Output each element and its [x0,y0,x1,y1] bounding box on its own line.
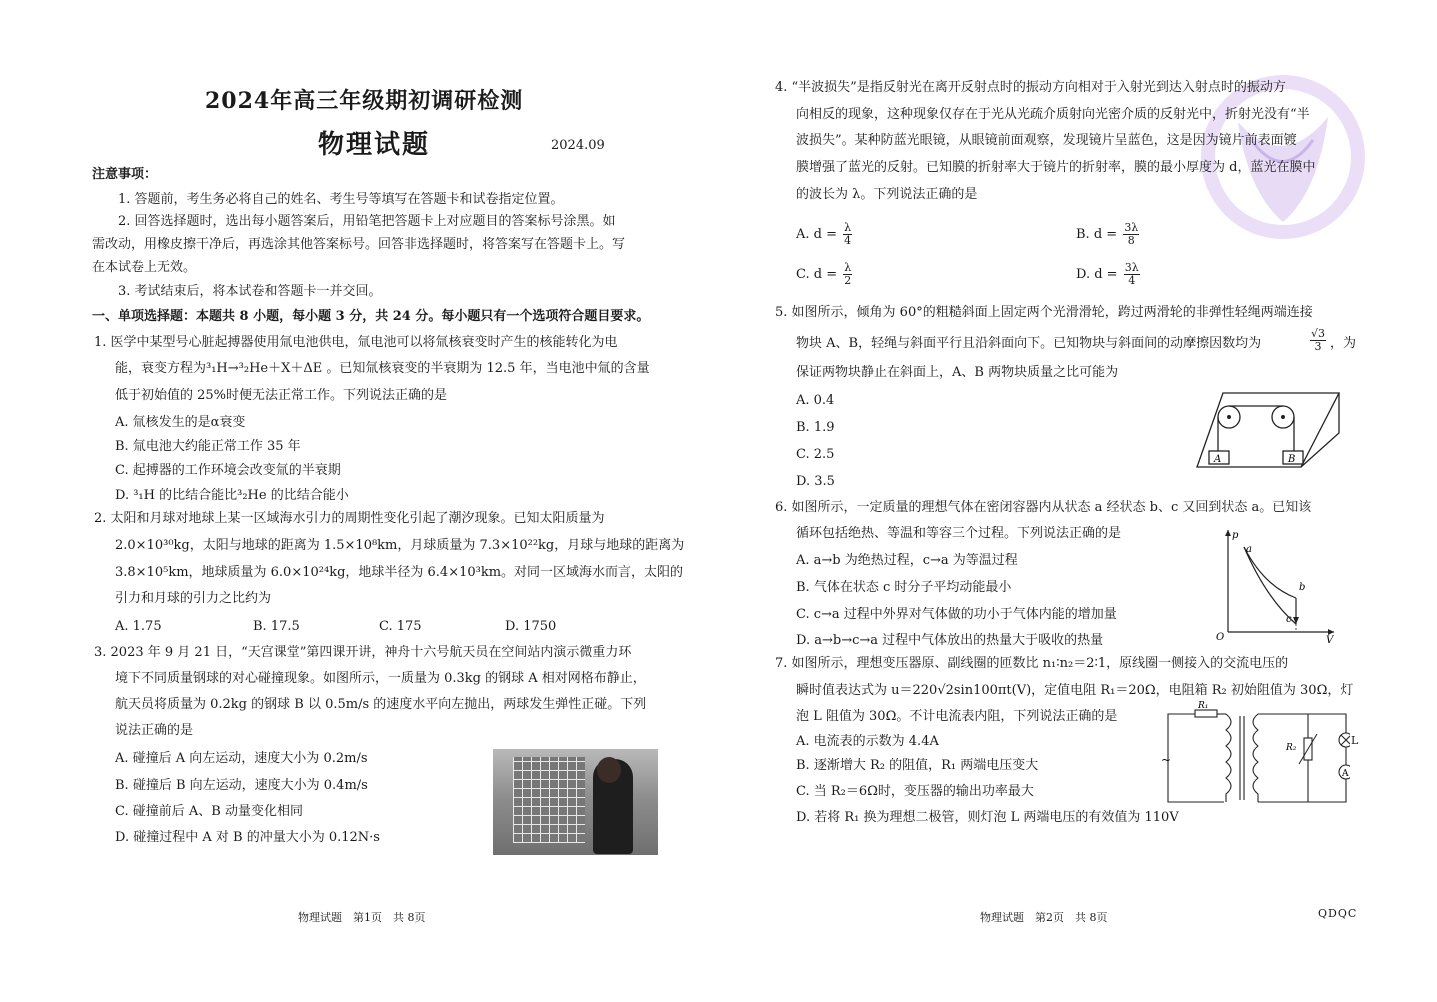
q6-option-d: D. a→b→c→a 过程中气体放出的热量大于吸收的热量 [796,633,1104,648]
q1-stem: 1. 医学中某型号心脏起搏器使用氚电池供电，氚电池可以将氚核衰变时产生的核能转化为电 [94,335,618,350]
fraction [843,222,852,247]
q7-stem: 泡 L 阻值为 30Ω。不计电流表内阻，下列说法正确的是 [796,709,1118,724]
fraction-den: 3 [1314,340,1322,353]
q7-stem: 瞬时值表达式为 u＝220√2sin100πt(V)，定值电阻 R₁＝20Ω，电阻箱 R₂ 初始阻值为 30Ω，灯 [796,683,1354,698]
q3-stem: 说法正确的是 [115,723,194,738]
q1-option-c: C. 起搏器的工作环境会改变氚的半衰期 [115,463,341,478]
notice-heading: 注意事项： [92,167,158,182]
fraction-num: 3λ [1124,261,1139,274]
exam-code: QDQC [1318,907,1358,920]
q5-stem: 5. 如图所示，倾角为 60°的粗糙斜面上固定两个光滑滑轮，跨过两滑轮的非弹性轻绳两端连接 [775,305,1313,320]
grid-cloth [513,757,585,843]
notice-line: 1. 答题前，考生务必将自己的姓名、考生号等填写在答题卡和试卷指定位置。 [118,192,564,207]
notice-line: 在本试卷上无效。 [92,260,197,275]
exam-title: 2024年高三年级期初调研检测 [205,88,524,114]
q2-option-c: C. 175 [379,619,422,634]
q5-option-b: B. 1.9 [796,420,835,435]
exam-date: 2024.09 [551,138,605,153]
q5-option-d: D. 3.5 [796,474,835,489]
fraction-den: 2 [844,274,852,287]
q2-stem: 2. 太阳和月球对地球上某一区域海水引力的周期性变化引起了潮汐现象。已知太阳质量为 [94,511,605,526]
option-label: B. d = [1076,227,1118,242]
fraction-num: √3 [1311,327,1326,340]
fraction [1124,262,1140,287]
astronaut-photo [493,749,658,855]
page-2 [718,0,1437,1002]
q2-stem: 2.0×10³⁰kg，太阳与地球的距离为 1.5×10⁸km，月球质量为 7.3×10²²kg，月球与地球的距离为 [115,538,685,553]
q5-option-a: A. 0.4 [796,393,835,408]
fraction [1123,222,1139,247]
q7-option-b: B. 逐渐增大 R₂ 的阻值，R₁ 两端电压变大 [796,758,1039,773]
q4-option-b [1076,222,1139,247]
q3-option-b: B. 碰撞后 B 向左运动，速度大小为 0.4m/s [115,778,368,793]
q6-option-c: C. c→a 过程中外界对气体做的功小于气体内能的增加量 [796,607,1117,622]
ammeter-label: A [1342,769,1349,779]
subject-title: 物理试题 [318,130,431,160]
fraction-num: λ [844,221,852,234]
q6-stem: 循环包括绝热、等温和等容三个过程。下列说法正确的是 [796,526,1122,541]
q1-option-d: D. ³₁H 的比结合能比³₂He 的比结合能小 [115,488,349,503]
mu-fraction [1310,328,1326,353]
notice-line: 3. 考试结束后，将本试卷和答题卡一并交回。 [118,284,382,299]
q5-stem: 物块 A、B，轻绳与斜面平行且沿斜面向下。已知物块与斜面间的动摩擦因数均为 [796,336,1262,351]
q2-option-a: A. 1.75 [115,619,162,634]
page-1 [0,0,718,1002]
option-label: C. d = [796,267,838,282]
fraction [843,262,852,287]
q7-option-c: C. 当 R₂＝6Ω时，变压器的输出功率最大 [796,784,1034,799]
block-a-label: A [1214,454,1222,465]
q6-stem: 6. 如图所示，一定质量的理想气体在密闭容器内从状态 a 经状态 b、c 又回到状态 a。已知该 [775,500,1312,515]
r1-label: R₁ [1198,701,1209,711]
q2-option-b: B. 17.5 [253,619,300,634]
q3-stem: 境下不同质量钢球的对心碰撞现象。如图所示，一质量为 0.3kg 的钢球 A 相对网格布静止， [115,671,646,686]
block-b-label: B [1288,454,1296,465]
pv-diagram [1210,526,1340,644]
q4-option-c [796,262,852,287]
q1-option-a: A. 氚核发生的是α衰变 [115,415,246,430]
q7-stem: 7. 如图所示，理想变压器原、副线圈的匝数比 n₁∶n₂＝2∶1，原线圈一侧接入的交流电压的 [775,656,1289,671]
q4-stem: 的波长为 λ。下列说法正确的是 [796,187,978,202]
q3-option-d: D. 碰撞过程中 A 对 B 的冲量大小为 0.12N·s [115,830,380,845]
q1-option-b: B. 氚电池大约能正常工作 35 年 [115,439,301,454]
q4-stem: 膜增强了蓝光的反射。已知膜的折射率大于镜片的折射率，膜的最小厚度为 d，蓝光在膜中 [796,160,1316,175]
section-heading: 一、单项选择题：本题共 8 小题，每小题 3 分，共 24 分。每小题只有一个选项符合题目要求。 [92,309,650,324]
q2-stem: 引力和月球的引力之比约为 [115,591,272,606]
q4-stem: 向相反的现象，这种现象仅存在于光从光疏介质射向光密介质的反射光中，折射光没有“半 [796,107,1310,122]
q3-stem: 3. 2023 年 9 月 21 日，“天宫课堂”第四课开讲，神舟十六号航天员在空间站内演示微重力环 [94,645,632,660]
q3-option-a: A. 碰撞后 A 向左运动，速度大小为 0.2m/s [115,751,368,766]
q7-option-a: A. 电流表的示数为 4.4A [796,734,939,749]
astronaut-head [597,757,621,783]
notice-line: 2. 回答选择题时，选出每小题答案后，用铅笔把答题卡上对应题目的答案标号涂黑。如 [118,214,616,229]
fraction-den: 4 [1128,274,1136,287]
option-label: A. d = [796,227,837,242]
state-a-label: a [1246,544,1252,555]
lamp-label: L [1351,734,1359,747]
q2-stem: 3.8×10⁵km，地球质量为 6.0×10²⁴kg，地球半径为 6.4×10³km。对同一区域海水而言，太阳的 [115,565,684,580]
page-footer: 物理试题 第1页 共 8页 [298,911,426,924]
q7-option-d: D. 若将 R₁ 换为理想二极管，则灯泡 L 两端电压的有效值为 110V [796,810,1179,825]
q3-stem: 航天员将质量为 0.2kg 的钢球 B 以 0.5m/s 的速度水平向左抛出，两球发生弹性正碰。下列 [115,697,647,712]
axis-p-label: p [1232,530,1239,541]
r2-label: R₂ [1286,743,1297,753]
state-b-label: b [1299,582,1306,593]
q1-stem: 低于初始值的 25%时便无法正常工作。下列说法正确的是 [115,388,448,403]
incline-figure [1193,385,1343,471]
q5-option-c: C. 2.5 [796,447,835,462]
fraction-num: λ [844,261,852,274]
q1-stem: 能，衰变方程为³₁H→³₂He＋X＋ΔE 。已知氚核衰变的半衰期为 12.5 年，当电池中氚的含量 [115,361,650,376]
fraction-den: 8 [1127,234,1135,247]
option-label: D. d = [1076,267,1118,282]
q6-option-a: A. a→b 为绝热过程，c→a 为等温过程 [796,553,1018,568]
q6-option-b: B. 气体在状态 c 时分子平均动能最小 [796,580,1012,595]
q4-stem: 4. “半波损失”是指反射光在离开反射点时的振动方向相对于入射光到达入射点时的振动方 [775,80,1286,95]
axis-v-label: V [1326,635,1334,644]
fraction-den: 4 [844,234,852,247]
state-c-label: c [1286,614,1292,625]
q5-stem: 保证两物块静止在斜面上，A、B 两物块质量之比可能为 [796,365,1119,380]
page-footer: 物理试题 第2页 共 8页 [980,911,1108,924]
notice-line: 需改动，用橡皮擦干净后，再选涂其他答案标号。回答非选择题时，将答案写在答题卡上。写 [92,237,626,252]
ac-source-symbol: ~ [1161,753,1172,767]
origin-label: O [1216,632,1225,643]
q5-stem: ，为 [1330,336,1357,351]
q4-option-d [1076,262,1140,287]
q4-option-a [796,222,852,247]
q2-option-d: D. 1750 [505,619,557,634]
transformer-circuit [1160,700,1350,806]
q4-stem: 波损失”。某种防蓝光眼镜，从眼镜前面观察，发现镜片呈蓝色，这是因为镜片前表面镀 [796,133,1297,148]
q3-option-c: C. 碰撞前后 A、B 动量变化相同 [115,804,303,819]
fraction-num: 3λ [1124,221,1139,234]
